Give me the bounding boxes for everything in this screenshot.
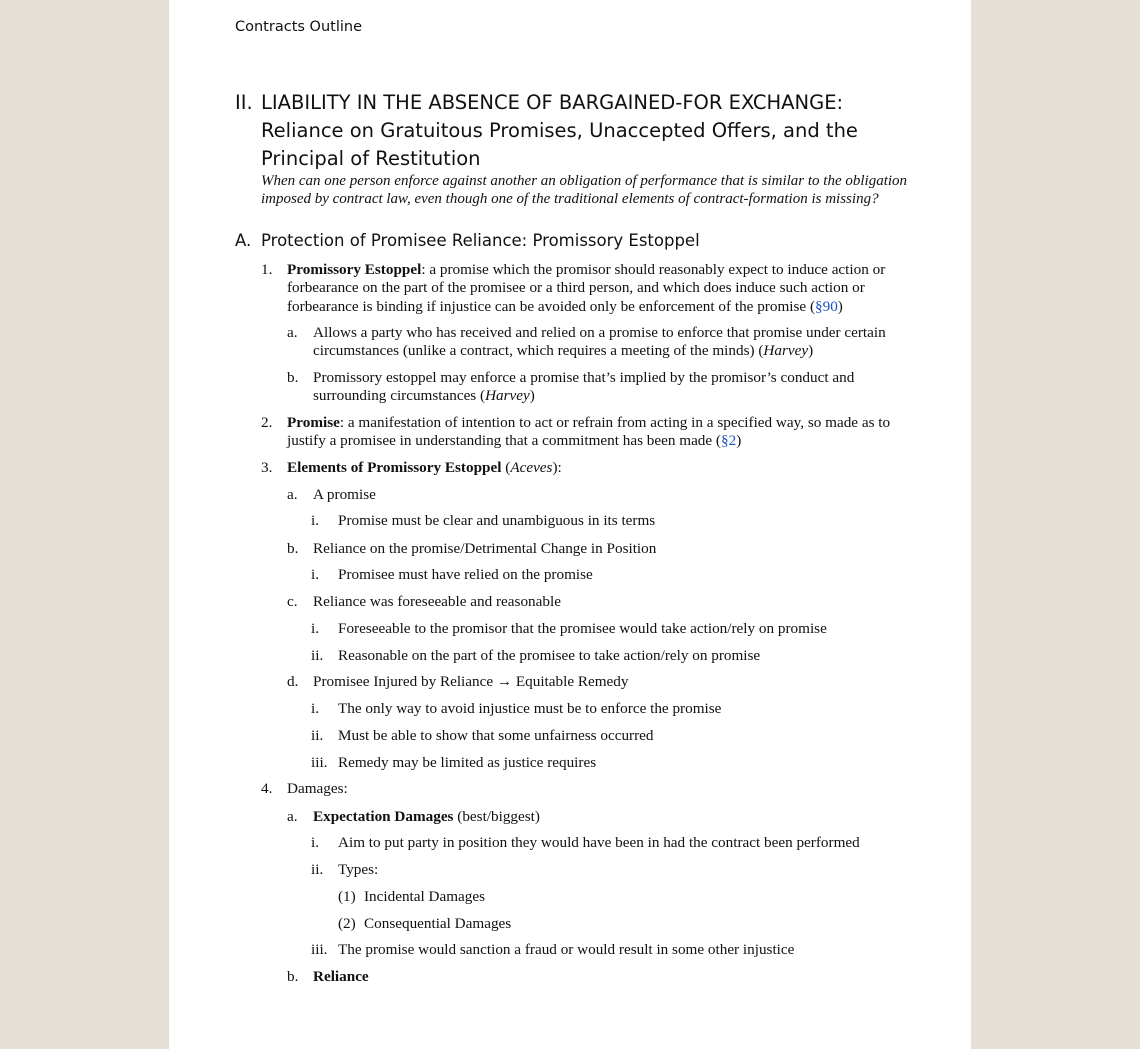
list-item: i. The only way to avoid injustice must be to enforce the promise [311,700,722,717]
list-item: iii. The promise would sanction a fraud or would result in some other injustice [311,941,795,958]
list-item: i. Promise must be clear and unambiguous in its terms [311,512,656,529]
section-number: II. [235,91,253,114]
list-item: ii. Must be able to show that some unfairness occurred [311,727,654,744]
list-item: a. Expectation Damages (best/biggest) [287,808,540,825]
list-item-elements: 3. Elements of Promissory Estoppel (Aceves): [261,459,562,476]
list-item: (2) Consequential Damages [338,915,512,932]
list-item: (1) Incidental Damages [338,888,486,905]
section-intro: When can one person enforce against another an obligation of performance that is similar to the obligation imposed by contract law, even though one of the traditional elements of contract-formation is missing? [261,173,908,207]
list-item: b. Reliance [287,968,369,985]
subsection-title: Protection of Promisee Reliance: Promissory Estoppel [261,231,700,250]
list-item: b. Promissory estoppel may enforce a promise that’s implied by the promisor’s conduct and surrounding circumstances (Harvey) [287,369,855,405]
list-item: ii. Types: [311,861,379,878]
list-item: d. Promisee Injured by Reliance → Equitable Remedy [287,673,629,690]
term: Elements of Promissory Estoppel [287,459,502,476]
term: Reliance [313,968,369,985]
term: Promise [287,414,340,431]
citation-link[interactable]: §2 [721,432,737,450]
document-page [169,0,971,1049]
list-item-promissory-estoppel: 1. Promissory Estoppel: a promise which the promisor should reasonably expect to induce action or forbearance on the part of the promisee or a third person, and which does induce such action or forbearance is binding if injustice can be avoided only be enforcement of the promise (§90) [261,261,886,315]
list-item-damages: 4. Damages: [261,780,348,797]
list-item: c. Reliance was foreseeable and reasonable [287,593,561,610]
list-item: i. Foreseeable to the promisor that the promisee would take action/rely on promise [311,620,827,637]
case-name: Harvey [485,387,530,405]
list-item: a. A promise [287,486,376,503]
section-title: LIABILITY IN THE ABSENCE OF BARGAINED-FOR EXCHANGE: Reliance on Gratuitous Promises, Unaccepted Offers, and the Principal of Restitution [261,91,858,170]
list-item-promise: 2. Promise: a manifestation of intention to act or refrain from acting in a specified way, so made as to justify a promisee in understanding that a commitment has been made (§2) [261,414,891,450]
list-item: i. Aim to put party in position they would have been in had the contract been performed [311,834,860,851]
list-item: a. Allows a party who has received and relied on a promise to enforce that promise under certain circumstances (unlike a contract, which requires a meeting of the minds) (Harvey) [287,324,886,360]
list-item: iii. Remedy may be limited as justice requires [311,754,597,771]
term: Promissory Estoppel [287,261,422,278]
term: Expectation Damages [313,808,454,825]
list-item: b. Reliance on the promise/Detrimental Change in Position [287,540,657,557]
list-item: i. Promisee must have relied on the promise [311,566,593,583]
case-name: Harvey [763,342,809,360]
case-name: Aceves [510,459,553,476]
subsection-letter: A. [235,231,252,250]
page-header: Contracts Outline [235,19,362,35]
list-item: ii. Reasonable on the part of the promisee to take action/rely on promise [311,647,761,664]
section-heading [235,89,915,173]
citation-link[interactable]: §90 [815,297,838,315]
